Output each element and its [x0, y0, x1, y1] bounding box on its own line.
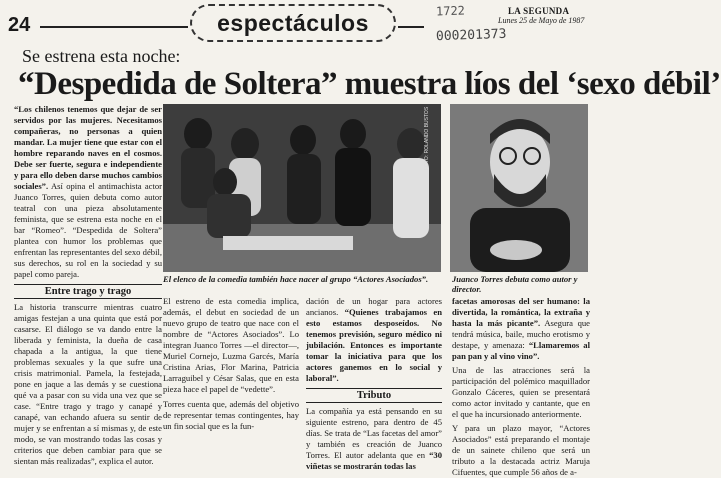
handwritten-note: 1722	[435, 3, 466, 19]
author-photo	[450, 104, 588, 272]
paper-name: LA SEGUNDA	[508, 6, 570, 16]
column-3-text-2: La compañía ya está pensando en su siguiente estreno, para dentro de 45 días. Se trata de “Las facetas del amor” y también es creación de Juanco Torres. El autor adelanta que en	[306, 406, 442, 460]
column-4-paragraph-1	[452, 296, 590, 362]
column-3-paragraph-2	[306, 406, 442, 472]
cast-photo-caption: El elenco de la comedia también hace nacer al grupo “Actores Asociados”.	[163, 274, 429, 284]
article-column-2	[163, 296, 299, 432]
column-3-quote: “Quienes trabajamos en esto estamos desposeídos. No tenemos previsión, seguro médico ni jubilación. Entonces es importante tomar la iniciativa para que los actores ganemos en lo social y laboral”.	[306, 307, 442, 383]
lead-quote: “Los chilenos tenemos que dejar de ser servidos por las mujeres. Necesitamos compañeras, no personas a quien mandar. La mujer tiene que estar con el hombre reparando naves en el cosmos. Debe ser fuerte, segura e independiente y para ello deben darse muchos cambios sociales”.	[14, 104, 162, 191]
column-4-text: Asegura que tendrá música, baile, mucho erotismo y destape, y amenaza:	[452, 318, 590, 350]
column-1-paragraph-2: La historia transcurre mientras cuatro amigas festejan a una quinta que está por casarse. El diálogo se va dando entre la liberada y feminista, la dueña de casa chapada a la antigua, la que tiene problemas sexuales y la que sufre una crisis matrimonial. Pamela, la festejada, pone en jaque a las demás y se cuestiona qué va a pasar con su vida una vez que se case. “Entre trago y trago y canapé y canapé, van echando afuera su sentir de mujer y se enfrentan a sí mismas y, de este modo, se van mostrando todas las cosas y criterios que deben cambiar para que se sientan más realizadas”, explica el autor.	[14, 302, 162, 466]
column-4-paragraph-2: Una de las atracciones será la participación del polémico maquillador Gonzalo Cáceres, quien se presentará como actor invitado y cantante, que en el que ha incursionado anteriormente.	[452, 365, 590, 419]
page-number: 24	[8, 14, 31, 36]
column-2-paragraph-2: Torres cuenta que, además del objetivo de representar temas contingentes, hay un fin social que es la fun-	[163, 399, 299, 431]
column-4-quote: facetas amorosas del ser humano: la divertida, la romántica, la extraña y hasta la más picante”.	[452, 296, 590, 328]
masthead-rule-left	[40, 26, 188, 28]
column-3-text: dación de un hogar para actores ancianos.	[306, 296, 442, 317]
cast-photo	[163, 104, 441, 272]
column-3-quote-2: “30 viñetas se mostrarán todas las	[306, 450, 442, 471]
article-column-4	[452, 296, 590, 478]
archive-code: 000201373	[435, 26, 507, 45]
paper-date: Lunes 25 de Mayo de 1987	[498, 16, 585, 25]
section-banner	[190, 4, 396, 42]
column-4-quote-2: “Llamaremos al pan pan y al vino vino”.	[452, 340, 590, 361]
author-photo-caption: Juanco Torres debuta como autor y director.	[452, 274, 578, 294]
cast-photo-figures	[163, 104, 441, 272]
article-column-3	[306, 296, 442, 472]
photo-credit: FOTO: ROLANDO BUSTOS	[424, 106, 430, 170]
lead-continuation: Así opina el antimachista actor Juanco Torres, quien debuta como autor teatral con una pieza absolutamente feminista, que se estrena esta noche en el bar “Romeo”. “Despedida de Soltera” plantea con humor los problemas que enfrentan las representantes del sexo débil, sus derechos, su rol en la sociedad y su papel como pareja.	[14, 181, 162, 279]
author-photo-figure	[450, 104, 588, 272]
headline: “Despedida de Soltera” muestra líos del ‘sexo débil’	[18, 66, 721, 102]
section-title: espectáculos	[217, 9, 369, 36]
column-4-paragraph-3: Y para un plazo mayor, “Actores Asociados” está preparando el montaje de un sainete chileno que será un tributo a la destacada actriz Maruja Cifuentes, que cumple 56 años de a-	[452, 423, 590, 477]
article-column-1	[14, 104, 162, 467]
column-1-paragraph	[14, 104, 162, 280]
kicker: Se estrena esta noche:	[22, 46, 181, 66]
column-2-paragraph-1: El estreno de esta comedia implica, además, el debut en sociedad de un nuevo grupo de teatro que nace con el nombre de “Actores Asociados”. Lo integran Juanco Torres —el director—, Muriel Cornejo, Luzma Garcés, María Cristina Arias, Flor Marina, Patricia Larraguibel y César Salas, que en esta pieza hace el papel de “vedette”.	[163, 296, 299, 394]
subhead-tributo: Tributo	[306, 388, 442, 403]
masthead-rule-right	[398, 26, 424, 28]
subhead-entre-trago: Entre trago y trago	[14, 284, 162, 299]
column-3-paragraph-1	[306, 296, 442, 384]
